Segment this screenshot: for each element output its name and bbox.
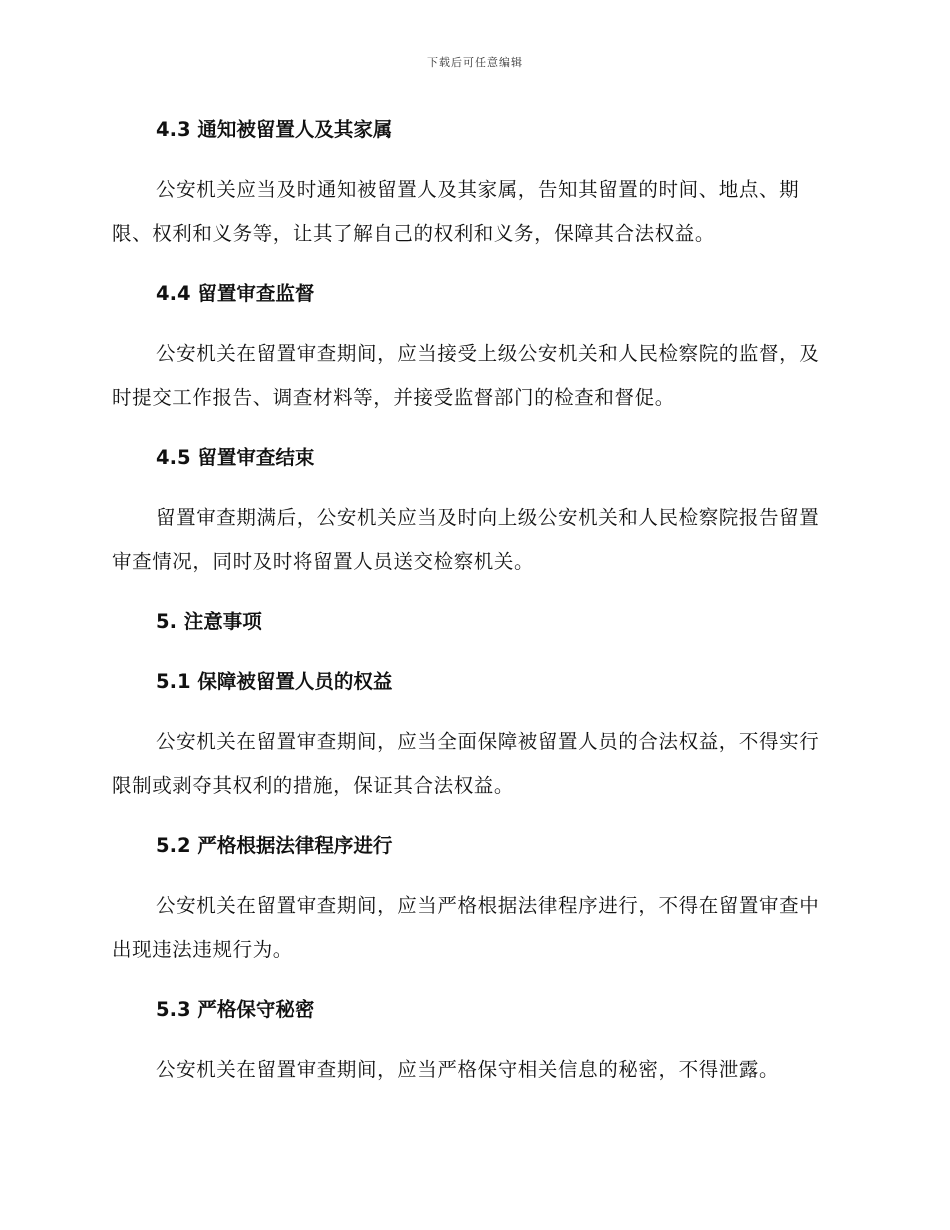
section-heading-4-4: 4.4 留置审查监督	[156, 282, 315, 305]
section-heading-5-3: 5.3 严格保守秘密	[156, 998, 315, 1021]
document-body	[112, 108, 832, 1092]
section-paragraph-4-4: 公安机关在留置审查期间，应当接受上级公安机关和人民检察院的监督，及时提交工作报告、调查材料等，并接受监督部门的检查和督促。	[112, 342, 820, 409]
section-heading-5: 5. 注意事项	[156, 610, 262, 633]
section-paragraph-5-1: 公安机关在留置审查期间，应当全面保障被留置人员的合法权益，不得实行限制或剥夺其权利的措施，保证其合法权益。	[112, 730, 820, 797]
section-paragraph-4-3: 公安机关应当及时通知被留置人及其家属，告知其留置的时间、地点、期限、权利和义务等，让其了解自己的权利和义务，保障其合法权益。	[112, 178, 800, 245]
section-paragraph-5-2: 公安机关在留置审查期间，应当严格根据法律程序进行，不得在留置审查中出现违法违规行为。	[112, 894, 820, 961]
section-paragraph-4-5: 留置审查期满后，公安机关应当及时向上级公安机关和人民检察院报告留置审查情况，同时及时将留置人员送交检察机关。	[112, 506, 820, 573]
section-paragraph-5-3: 公安机关在留置审查期间，应当严格保守相关信息的秘密，不得泄露。	[156, 1058, 780, 1081]
section-heading-5-1: 5.1 保障被留置人员的权益	[156, 670, 393, 693]
section-heading-4-3: 4.3 通知被留置人及其家属	[156, 118, 393, 141]
section-heading-5-2: 5.2 严格根据法律程序进行	[156, 834, 393, 857]
page-header: 下载后可任意编辑	[427, 56, 523, 69]
section-heading-4-5: 4.5 留置审查结束	[156, 446, 315, 469]
